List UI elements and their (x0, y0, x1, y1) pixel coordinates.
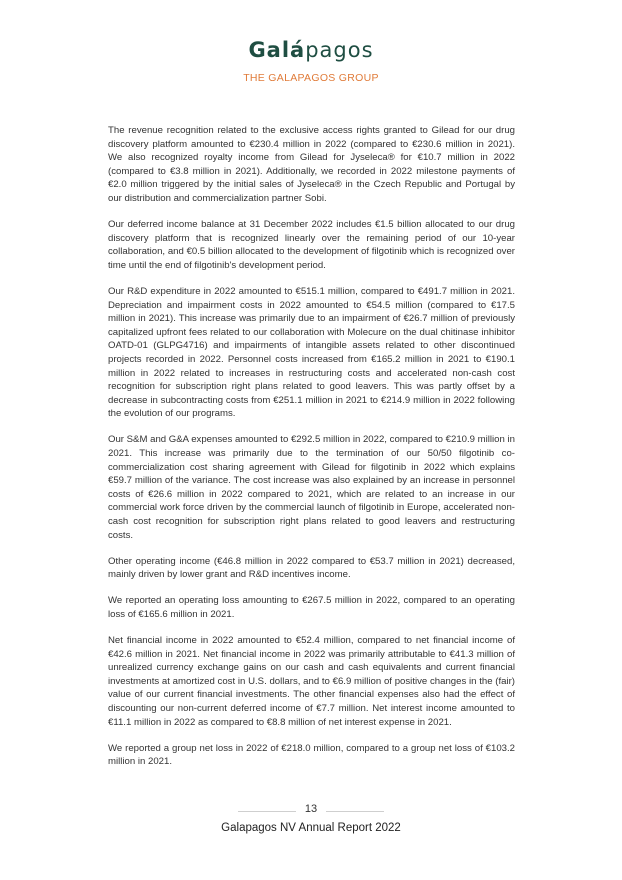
paragraph-group-net-loss: We reported a group net loss in 2022 of €218.0 million, compared to a group net loss of €103.2 million in 2021. (108, 742, 515, 768)
page-number: 13 (304, 803, 318, 815)
paragraph-operating-loss: We reported an operating loss amounting to €267.5 million in 2022, compared to an operating loss of €165.6 million in 2021. (108, 595, 515, 620)
paragraph-net-financial-income: Net financial income in 2022 amounted to €52.4 million, compared to net financial income of €42.6 million in 2021. Net financial income in 2022 was primarily attributable to €41.3 million of unrealized currency exchange gains on our cash and cash equivalents and current financial investments at amortized cost in U.S. dollars, and to €6.9 million of positive changes in the (fair) value of our current financial investments. The other financial expenses also had the effect of discounting our non-current deferred income of €7.7 million. Net interest income amounted to €11.1 million in 2022 as compared to €8.8 million of net interest expense in 2021. (108, 635, 515, 728)
paragraph-deferred-income: Our deferred income balance at 31 December 2022 includes €1.5 billion allocated to our drug discovery platform that is recognized linearly over the remaining period of our 10-year collaboration, and €0.5 billion allocated to the development of filgotinib which is recognized over time until the end of filgotinib's development period. (108, 219, 515, 271)
logo-wordmark-light: pagos (305, 38, 374, 62)
company-logo (0, 38, 622, 62)
logo-wordmark-strong: Galá (248, 38, 306, 62)
paragraph-revenue-recognition: The revenue recognition related to the exclusive access rights granted to Gilead for our drug discovery platform amounted to €230.4 million in 2022 (compared to €230.6 million in 2021). We also recognized royalty income from Gilead for Jyseleca® for €10.7 million in 2022 (compared to €3.8 million in 2021). Additionally, we recorded in 2022 milestone payments of €2.0 million triggered by the initial sales of Jyseleca® in the Czech Republic and Portugal by our distribution and commercialization partner Sobi. (108, 125, 515, 204)
report-title-footer: Galapagos NV Annual Report 2022 (221, 822, 401, 834)
paragraph-sm-ga-expenses: Our S&M and G&A expenses amounted to €292.5 million in 2022, compared to €210.9 million in 2021. This increase was primarily due to the termination of our 50/50 filgotinib co-commercialization cost sharing agreement with Gilead for filgotinib in 2022 which explains €59.7 million of the variance. The cost increase was also explained by an increase in personnel costs of €26.6 million in 2022 compared to 2021, which are related to an increase in our commercial work force driven by the commercial launch of filgotinib in Europe, accelerated non-cash cost recognition for subscription right plans related to good leavers and restructuring costs. (108, 434, 515, 541)
group-tagline: THE GALAPAGOS GROUP (243, 72, 379, 84)
paragraph-rd-expenditure: Our R&D expenditure in 2022 amounted to €515.1 million, compared to €491.7 million in 2021. Depreciation and impairment costs in 2022 amounted to €54.5 million (compared to €17.5 million in 2021). This increase was primarily due to an impairment of €26.7 million of previously capitalized upfront fees related to our collaboration with Molecure on the dual chitinase inhibitor OATD-01 (GLPG4716) and impairments of intangible assets related to other discontinued projects recorded in 2022. Personnel costs increased from €165.2 million in 2021 to €190.1 million in 2022 related to increases in restructuring costs and accelerated non-cash cost recognition for subscription right plans related to good leavers. This was partly offset by a decrease in subcontracting costs from €251.1 million in 2021 to €214.9 million in 2022 following the evolution of our programs. (108, 285, 515, 420)
paragraph-other-operating-income: Other operating income (€46.8 million in 2022 compared to €53.7 million in 2021) decreased, mainly driven by lower grant and R&D incentives income. (108, 555, 515, 581)
report-body (108, 124, 515, 781)
